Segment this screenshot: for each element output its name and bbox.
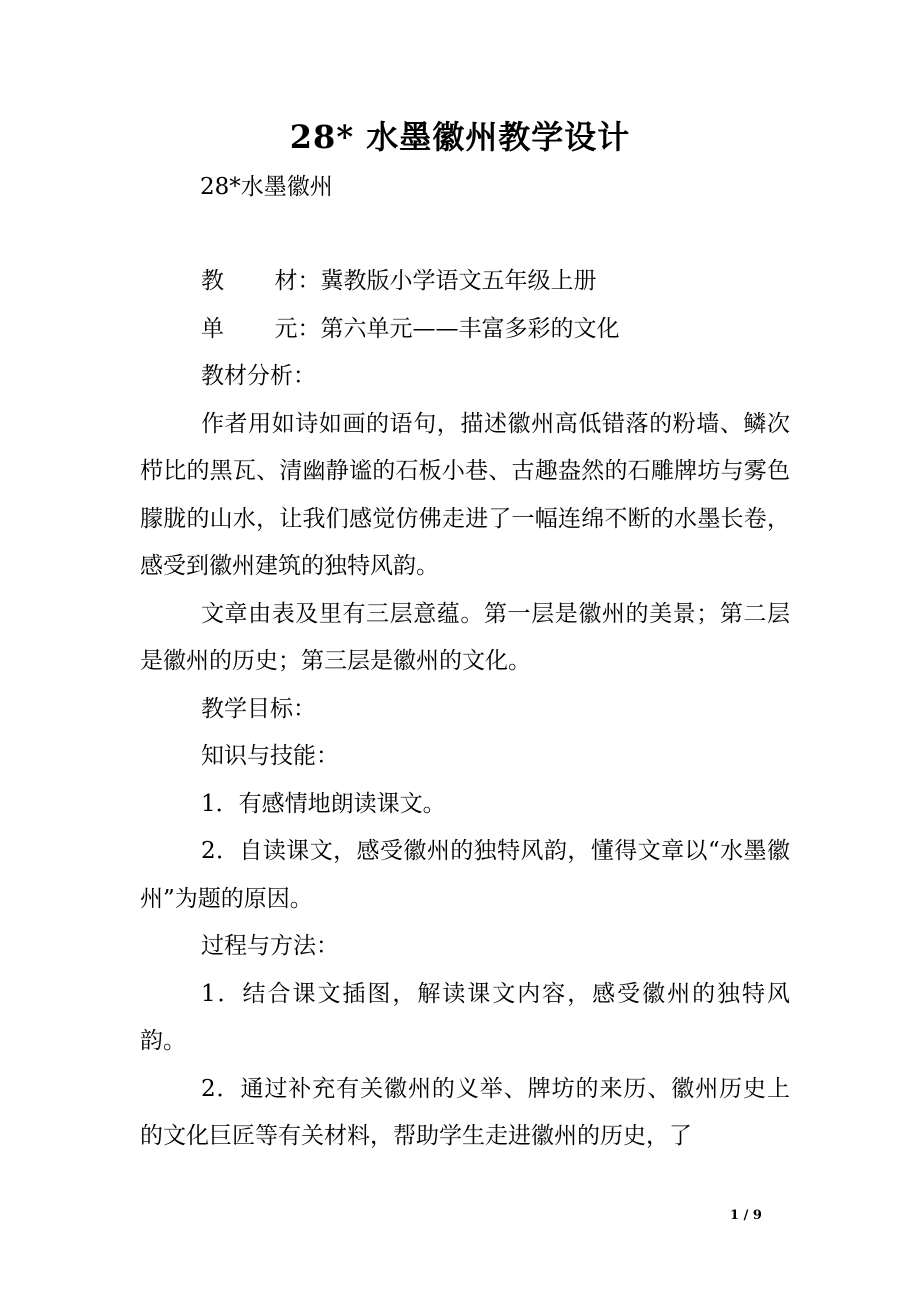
- list-item: 1．有感情地朗读课文。: [200, 790, 446, 817]
- document-title: 28* 水墨徽州教学设计: [289, 118, 631, 156]
- meta-label-char: 材：: [274, 268, 321, 294]
- body-paragraph: 文章由表及里有三层意蕴。第一层是徽州的美景；第二层是徽州的历史；第三层是徽州的文化。: [140, 600, 790, 674]
- page-number: 1 / 9: [730, 1208, 762, 1223]
- meta-value: 第六单元——丰富多彩的文化: [320, 315, 620, 342]
- meta-label-char: 教: [200, 268, 224, 294]
- section-heading: 教学目标：: [200, 695, 316, 722]
- section-heading: 教材分析：: [200, 363, 316, 389]
- list-item: 2．自读课文，感受徽州的独特风韵，懂得文章以“水墨徽州”为题的原因。: [140, 838, 790, 912]
- meta-label-char: 元：: [274, 315, 321, 342]
- meta-row-textbook: [140, 258, 790, 306]
- body-paragraph: 作者用如诗如画的语句，描述徽州高低错落的粉墙、鳞次栉比的黑瓦、清幽静谧的石板小巷、古趣盎然的石雕牌坊与雾色朦胧的山水，让我们感觉仿佛走进了一幅连绵不断的水墨长卷，感受到徽州建筑的独特风韵。: [140, 410, 790, 579]
- document-subtitle: 28*水墨徽州: [200, 174, 333, 200]
- meta-label-char: 单: [200, 315, 224, 342]
- list-item: 1．结合课文插图，解读课文内容，感受徽州的独特风韵。: [140, 980, 790, 1054]
- list-item: 2．通过补充有关徽州的义举、牌坊的来历、徽州历史上的文化巨匠等有关材料，帮助学生走进徽州的历史，了: [140, 1075, 790, 1149]
- meta-row-unit: [140, 306, 790, 354]
- meta-value: 冀教版小学语文五年级上册: [320, 268, 597, 294]
- document-body: [140, 258, 790, 1161]
- section-heading: 过程与方法：: [200, 933, 339, 959]
- section-heading: 知识与技能：: [200, 743, 339, 769]
